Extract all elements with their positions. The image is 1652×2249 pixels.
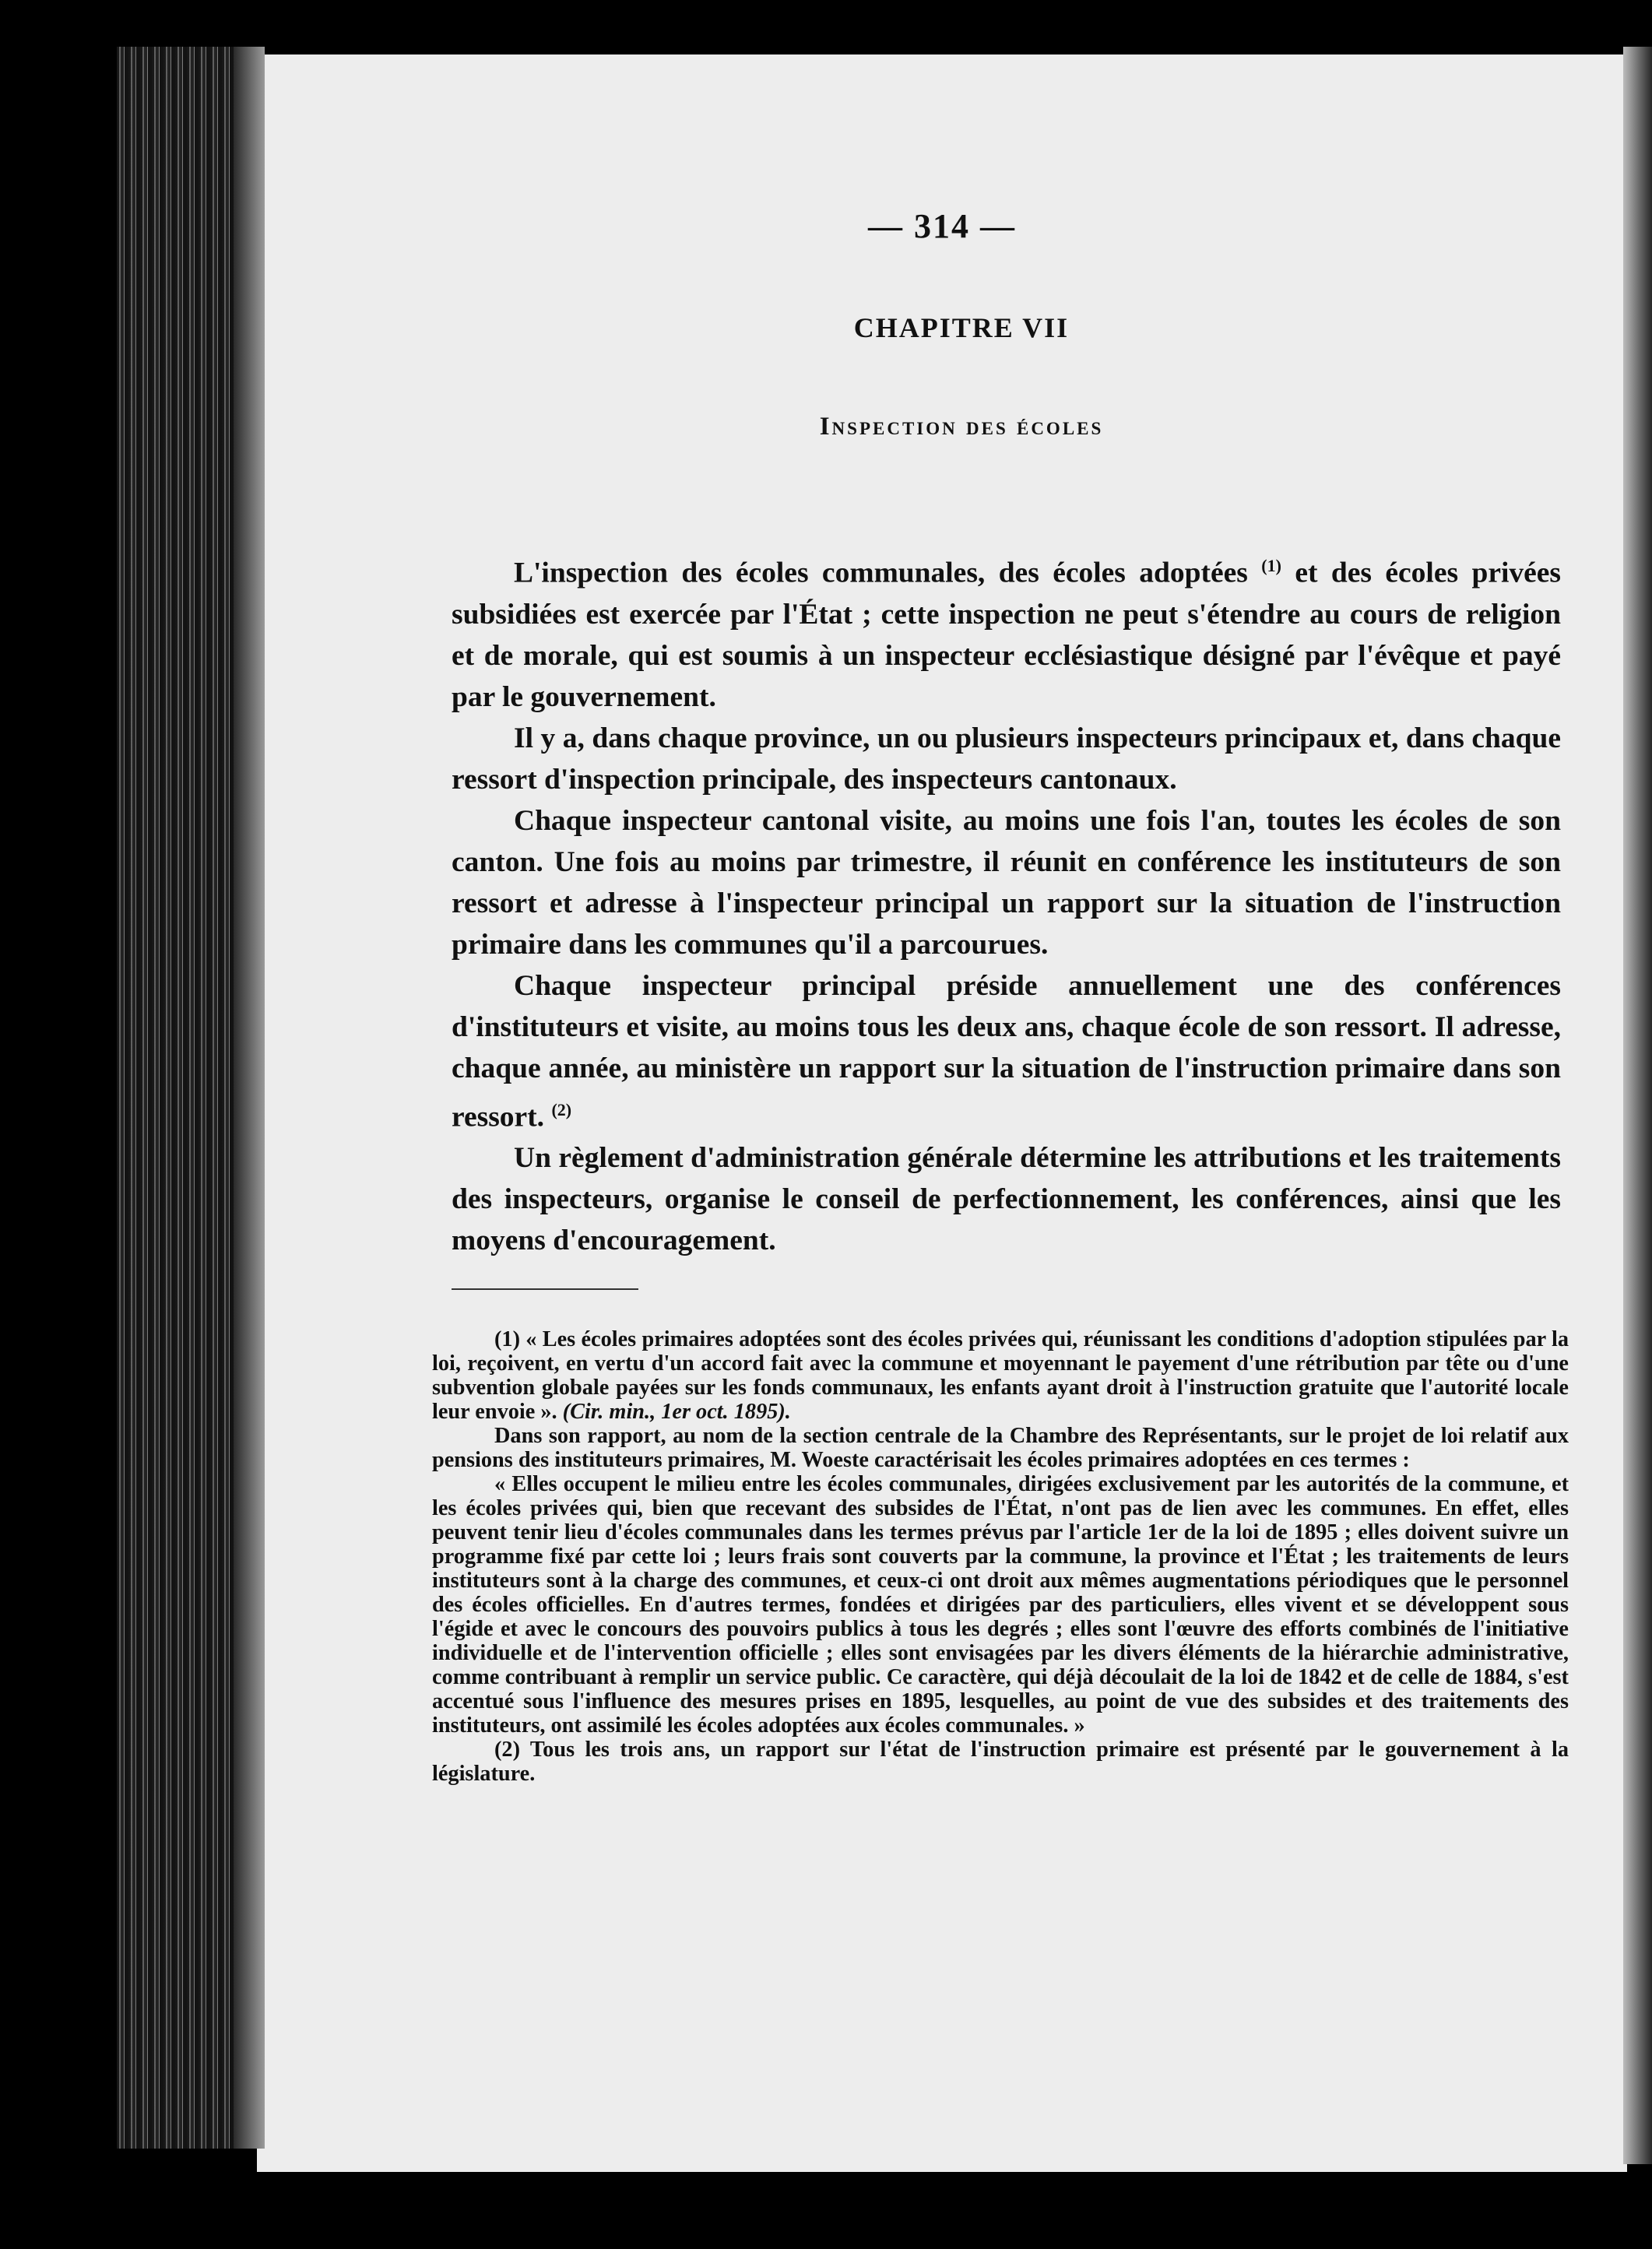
book-page — [257, 54, 1627, 2172]
page-right-edge-shadow — [1623, 47, 1652, 2164]
footnote-2: (2) Tous les trois ans, un rapport sur l'état de l'instruction primaire est présenté par le gouvernement à la législature. — [432, 1738, 1569, 1786]
footnote-1-text: (1) « Les écoles primaires adoptées sont des écoles privées qui, réunissant les conditions d'adoption stipulées par la loi, reçoivent, en vertu d'un accord fait avec la commune et moyennant le payement d'une rétribution par tête ou d'une subvention globale payées sur les fonds communaux, les enfants ayant droit à l'instruction gratuite que l'autorité locale leur envoie ». — [432, 1327, 1569, 1424]
page-number: — 314 — — [868, 207, 1016, 245]
chapter-title: CHAPITRE VII — [853, 312, 1070, 343]
footnote-ref-2: (2) — [551, 1099, 572, 1119]
footnote-ref-1: (1) — [1261, 556, 1281, 575]
paragraph-4-text: Chaque inspecteur principal préside annuellement une des conférences d'instituteurs et visite, au moins tous les deux ans, chaque école de son ressort. Il adresse, chaque année, au ministère un rapport sur la situation de l'instruction primaire dans son ressort. — [452, 969, 1561, 1133]
main-text — [452, 545, 1561, 1261]
paragraph-1-text-a: L'inspection des écoles communales, des écoles adoptées — [514, 557, 1248, 589]
footnote-1-paragraph-2: Dans son rapport, au nom de la section centrale de la Chambre des Représentants, sur le projet de loi relatif aux pensions des instituteurs primaires, M. Woeste caractérisait les écoles primaires adoptées en ces termes : — [432, 1424, 1569, 1472]
paragraph-1 — [452, 545, 1561, 718]
paragraph-5: Un règlement d'administration générale détermine les attributions et les traitements des inspecteurs, organise le conseil de perfectionnement, les conférences, ainsi que les moyens d'encouragement. — [452, 1142, 1561, 1256]
paragraph-1-text-b: et des écoles privées subsidiées est exercée par l'État ; cette inspection ne peut s'étendre au cours de religion et de morale, qui est soumis à un inspecteur ecclésiastique désigné par l'évêque et payé par le gouvernement. — [452, 557, 1562, 713]
binding-shadow — [234, 47, 265, 2149]
footnote-1 — [432, 1327, 1569, 1424]
footnote-divider — [452, 1288, 638, 1290]
section-title: Inspection des écoles — [819, 413, 1104, 441]
footnotes — [432, 1327, 1569, 1786]
paragraph-3: Chaque inspecteur cantonal visite, au moins une fois l'an, toutes les écoles de son canton. Une fois au moins par trimestre, il réunit en conférence les instituteurs de son ressort et adresse à l'inspecteur principal un rapport sur la situation de l'instruction primaire dans les communes qu'il a parcourues. — [452, 804, 1561, 961]
paragraph-2: Il y a, dans chaque province, un ou plusieurs inspecteurs principaux et, dans chaque ressort d'inspection principale, des inspecteurs cantonaux. — [452, 722, 1561, 796]
paragraph-4 — [452, 965, 1561, 1138]
footnote-1-quote: « Elles occupent le milieu entre les écoles communales, dirigées exclusivement par les autorités de la commune, et les écoles privées qui, bien que recevant des subsides de l'État, n'ont pas de lien avec les communes. En effet, elles peuvent tenir lieu d'écoles communales dans les termes prévus par l'article 1er de la loi de 1895 ; elles doivent suivre un programme fixé par cette loi ; leurs frais sont couverts par la commune, la province et l'État ; les traitements de leurs instituteurs sont à la charge des communes, et ceux-ci ont droit aux mêmes augmentations périodiques que le personnel des écoles officielles. En d'autres termes, fondées et dirigées par des particuliers, elles vivent et se développent sous l'égide et avec le concours des pouvoirs publics à tous les degrés ; elles sont l'œuvre des efforts combinés de l'initiative individuelle et de l'intervention officielle ; elles sont envisagées par les divers éléments de la hiérarchie administrative, comme contribuant à remplir un service public. Ce caractère, qui déjà découlait de la loi de 1842 et de celle de 1884, s'est accentué sous l'influence des mesures prises en 1895, lesquelles, au point de vue des subsides et des traitements des instituteurs, ont assimilé les écoles adoptées aux écoles communales. » — [432, 1472, 1569, 1738]
footnote-1-citation: (Cir. min., 1er oct. 1895). — [562, 1400, 791, 1424]
